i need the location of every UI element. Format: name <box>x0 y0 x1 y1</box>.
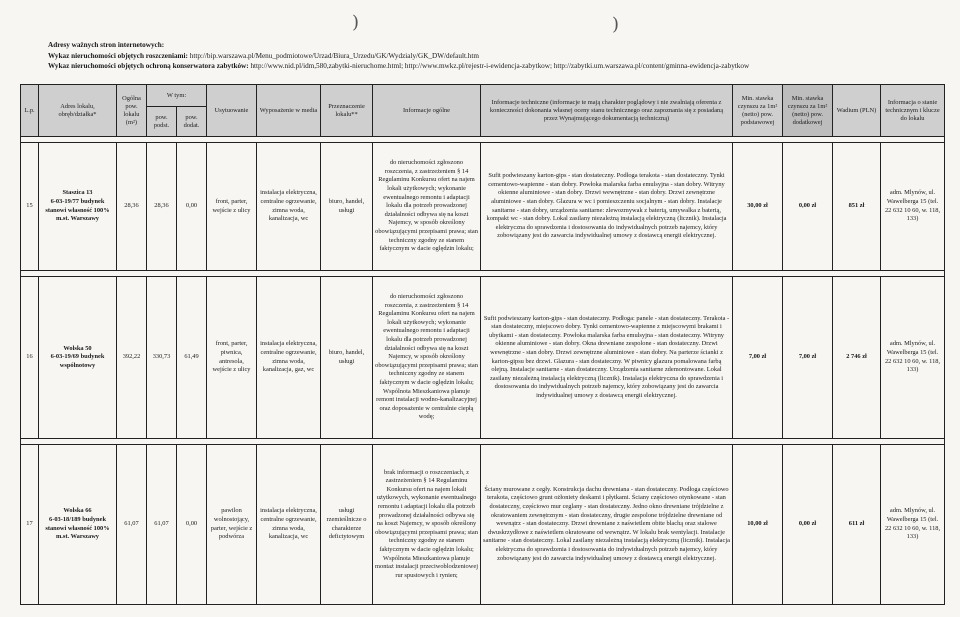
row-extra-area: 0,00 <box>177 143 207 271</box>
col-general-info: Informacje ogólne <box>373 85 481 137</box>
row-min-rate-base: 7,00 zł <box>733 277 783 439</box>
row-extra-area: 61,49 <box>177 277 207 439</box>
col-media: Wyposażenie w media <box>257 85 321 137</box>
row-lp: 15 <box>21 143 39 271</box>
scan-mark-left: ) <box>352 12 360 33</box>
header-title: Adresy ważnych stron internetowych: <box>48 41 165 49</box>
row-base-area: 28,36 <box>147 143 177 271</box>
col-deposit: Wadium (PLN) <box>833 85 881 137</box>
row-address <box>39 277 117 439</box>
property-table <box>20 84 945 605</box>
row-purpose: usługi rzemieślnicze o charakterze defictytowym <box>321 445 373 605</box>
row-media: instalacja elektryczna, centralne ogrzewanie, zimna woda, kanalizacja, wc <box>257 143 321 271</box>
row-min-rate-base: 30,00 zł <box>733 143 783 271</box>
col-address: Adres lokalu, obręb/działka* <box>39 85 117 137</box>
scan-mark-right: ) <box>612 14 620 35</box>
row-general-info: do nieruchomości zgłoszono roszczenia, z zastrzeżeniem § 14 Regulaminu Konkursu ofert na najem lokali użytkowych; wykonanie ewentualnego remontu i adaptacji lokalu dla potrzeb prowadzonej działalności odbywa się na koszt Najemcy, w sposób określony obowiązującymi przepisami prawa; stan techniczny zgodny ze stanem faktycznym w dacie oględzin lokalu; Wspólnota Mieszkaniowa planuje remont instalacji wodno-kanalizacyjnej oraz doposażenie w centralnie ciepłą wodę; <box>373 277 481 439</box>
col-location: Usytuowanie <box>207 85 257 137</box>
row-address <box>39 143 117 271</box>
row-media: instalacja elektryczna, centralne ogrzewanie, zimna woda, kanalizacja, gaz, wc <box>257 277 321 439</box>
row-location: front, parter, wejście z ulicy <box>207 143 257 271</box>
table-row <box>21 445 945 605</box>
header-line-1-label: Wykaz nieruchomości objętych roszczeniami: <box>48 51 188 60</box>
col-incl: W tym: <box>147 85 207 107</box>
row-contact: adm. Mlynów, ul. Wawelberga 15 (tel. 22 632 10 60, w. 118, 133) <box>881 445 945 605</box>
col-extra-area: pow. dodat. <box>177 107 207 137</box>
col-contact: Informacja o stanie technicznym i klucze do lokalu <box>881 85 945 137</box>
row-tech-info: Ściany murowane z cegły. Konstrukcja dachu drewniana - stan dostateczny. Podłoga częściowo terakota, częściowo grunt ożłoniety deskami i płytkami. Ściany częściowo otynkowane - stan dostateczny, częściowo mur ceglany - stan dostateczny. Jedno okno drewniane trójdzielne z okratowaniem zewnętrznym - stan dostateczny, drugie zespolone trójdzielne drewniane od wewnątrz - stan dostateczny. Drzwi drewniane z naświetlem obite blachą oraz stalowe dwuskrzydłowe z naświetlem okratowane od wewnątrz. W lokalu brak wentylacji. Instalacje sanitarne - stan dostateczny. Lokal zasilany niezależną instalacją elektryczną (licznik). Instalacja elektryczna do sprawdzenia i dostosowania do indywidualnych potrzeb najemcy, który zobowiązany jest do zawarcia indywidualnej umowy z dostawcą energii elektrycznej. <box>481 445 733 605</box>
row-min-rate-extra: 0,00 zł <box>783 445 833 605</box>
header-line-2-label: Wykaz nieruchomości objętych ochroną konserwatora zabytków: <box>48 62 249 70</box>
row-deposit: 851 zł <box>833 143 881 271</box>
row-general-info: brak informacji o roszczeniach, z zastrzeżeniem § 14 Regulaminu Konkursu ofert na najem lokali użytkowych, wykonanie ewentualnego remontu i adaptacji lokalu dla potrzeb prowadzonej działalności odbywa się na koszt Najemcy, w sposób określony obowiązującymi przepisami prawa; stan techniczny zgodny ze stanem faktycznym w dacie oględzin lokalu; Wspólnota Mieszkaniowa planuje montaż instalacji przeciwoblodzeniowej rur spustowych i rynien; <box>373 445 481 605</box>
row-total-area: 61,07 <box>117 445 147 605</box>
row-contact: adm. Mlynów, ul. Wawelberga 15 (tel. 22 632 10 60, w. 118, 133) <box>881 277 945 439</box>
row-address <box>39 445 117 605</box>
row-location: pawilon wolnostojący, parter, wejście z podwórza <box>207 445 257 605</box>
row-address-street: Wolska 66 <box>63 507 92 515</box>
row-address-plot: 6-03-18/189 budynek stanowi własność 100% m.st. Warszawy <box>45 515 110 541</box>
document-header <box>48 40 948 72</box>
row-address-street: Wolska 50 <box>63 344 92 352</box>
row-tech-info: Sufit podwieszany karton-gips - stan dostateczny. Podłoga terakota - stan dostateczny. Tynki cementowo-wapienne - stan dobry. Powłoka malarska farba emulsyjna - stan dobry. Witryny okienne aluminiowe - stan dobry. Drzwi wewnętrzne - stan dobry. Drzwi zewnętrzne aluminiowe - stan dobry. Glazura w wc i pomieszczeniu socjalnym - stan dobry. Instalacje sanitarne - stan dobry, urządzenia sanitarne: zlewozmywak z baterią, umywalka z baterią, kompakt wc - stan dobry. Lokal zasilany niezależną instalacją elektryczną (licznik). Instalacja elektryczna do sprawdzenia i dostosowania do indywidualnych potrzeb najemcy, który zobowiązany jest do zawarcia indywidualnej umowy z dostawcą energii elektrycznej. <box>481 143 733 271</box>
row-lp: 16 <box>21 277 39 439</box>
row-min-rate-extra: 7,00 zł <box>783 277 833 439</box>
row-general-info: do nieruchomości zgłoszono roszczenia, z zastrzeżeniem § 14 Regulaminu Konkursu ofert na najem lokali użytkowych; wykonanie ewentualnego remontu i adaptacji lokalu dla potrzeb prowadzonej działalności odbywa się na koszt Najemcy, w sposób określony obowiązującymi przepisami prawa; stan techniczny zgodny ze stanem faktycznym w dacie oględzin lokalu; <box>373 143 481 271</box>
row-location: front, parter, piwnica, antresola, wejście z ulicy <box>207 277 257 439</box>
row-purpose: biuro, handel, usługi <box>321 277 373 439</box>
row-lp: 17 <box>21 445 39 605</box>
table-row <box>21 277 945 439</box>
row-contact: adm. Mlynów, ul. Wawelberga 15 (tel. 22 632 10 60, w. 118, 133) <box>881 143 945 271</box>
col-tech-info: Informacje techniczne (informacje te mają charakter poglądowy i nie zwalniają oferenta z konieczności dokonania własnej oceny stanu technicznego oraz zapoznania się z posiadaną przez Wynajmującego dokumentacją techniczną) <box>481 85 733 137</box>
row-base-area: 61,07 <box>147 445 177 605</box>
row-tech-info: Sufit podwieszany karton-gips - stan dostateczny. Podłoga: panele - stan dostateczny. Terakota - stan dostateczny, miejscowo dobry. Tynki cementowo-wapienne z miejscowymi brakami i ubytkami - stan dostateczny. Powłoka malarska farba emulsyjna - stan dostateczny. Witryny okienne aluminiowe - stan dobry. Okna drewniane zespolone - stan dostateczny. Drzwi wewnętrzne - stan dobry. Drzwi zewnętrzne aluminiowe - stan dobry. Na parterze ścianki z karton-gipsu bez drzwi. Glazura - stan dostateczny. W piwnicy glazura pomalowana farbą olejną. Instalacje sanitarne - stan dostateczny. Urządzenia sanitarne zdemontowane. Lokal zasilany niezależną instalacją elektryczną (licznik). Instalacja elektryczna do sprawdzenia i dostosowania do indywidualnych potrzeb najemcy, który zobowiązany jest do zawarcia indywidualnej umowy z dostawcą energii elektrycznej. <box>481 277 733 439</box>
row-deposit: 611 zł <box>833 445 881 605</box>
row-extra-area: 0,00 <box>177 445 207 605</box>
row-deposit: 2 746 zł <box>833 277 881 439</box>
row-address-plot: 6-03-19/69 budynek wspólnotowy <box>50 353 105 369</box>
col-base-area: pow. podst. <box>147 107 177 137</box>
row-address-street: Staszica 13 <box>62 189 93 197</box>
header-line-1-url[interactable]: http://bip.warszawa.pl/Menu_podmiotowe/Urzad/Biura_Urzedu/GK/Wydzialy/GK_DW/default.htm <box>189 51 479 60</box>
col-min-rate-base: Min. stawka czynszu za 1m² (netto) pow. podstawowej <box>733 85 783 137</box>
header-line-2 <box>48 61 948 72</box>
col-lp: L.p. <box>21 85 39 137</box>
row-min-rate-base: 10,00 zł <box>733 445 783 605</box>
row-address-plot: 6-03-19/77 budynek stanowi własność 100% m.st. Warszawy <box>45 197 110 223</box>
row-base-area: 330,73 <box>147 277 177 439</box>
header-line-2-url[interactable]: http://www.nid.pl/idm,580,zabytki-nieruchome.html; http://www.mwkz.pl/rejestr-i-ewidencja-zabytkow; http://zabytki.um.warszawa.pl/content/gminna-ewidencja-zabytkow <box>250 62 750 70</box>
row-min-rate-extra: 0,00 zł <box>783 143 833 271</box>
row-purpose: biuro, handel, usługi <box>321 143 373 271</box>
row-total-area: 392,22 <box>117 277 147 439</box>
header-line-1 <box>48 51 948 62</box>
col-min-rate-extra: Min. stawka czynszu za 1m² (netto) pow. dodatkowej <box>783 85 833 137</box>
row-total-area: 28,36 <box>117 143 147 271</box>
col-purpose: Przeznaczenie lokalu** <box>321 85 373 137</box>
col-total-area: Ogólna pow. lokalu (m²) <box>117 85 147 137</box>
row-media: instalacja elektryczna, centralne ogrzewanie, zimna woda, kanalizacja, wc <box>257 445 321 605</box>
table-row <box>21 143 945 271</box>
